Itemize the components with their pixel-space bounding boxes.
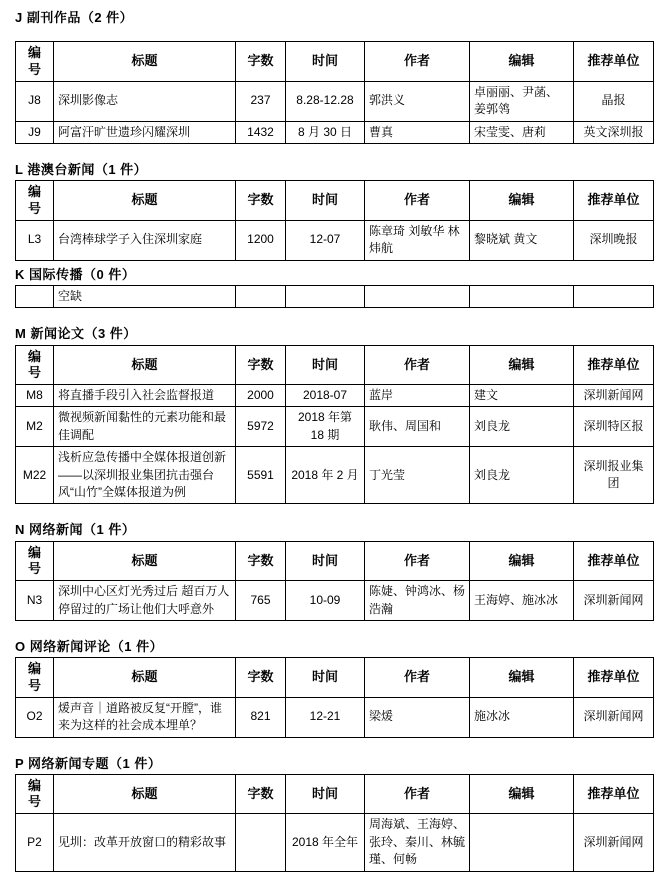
table-row [16, 697, 654, 737]
cell-author: 耿伟、周国和 [365, 407, 470, 447]
column-header-time: 时间 [286, 345, 365, 385]
cell-editor [470, 285, 574, 307]
cell-time: 8.28-12.28 [286, 81, 365, 121]
table-header-row [16, 181, 654, 221]
cell-words: 5972 [236, 407, 286, 447]
table-header-row [16, 42, 654, 82]
section-heading-P: P 网络新闻专题（1 件） [15, 755, 162, 771]
cell-author: 周海斌、王海婷、张玲、秦川、林毓瑾、何畅 [365, 814, 470, 871]
cell-title: 空缺 [54, 285, 236, 307]
section-heading-J: J 副刊作品（2 件） [15, 10, 134, 25]
cell-unit: 深圳新闻网 [574, 814, 654, 871]
column-header-id: 编号 [16, 181, 54, 221]
cell-words: 2000 [236, 385, 286, 407]
cell-editor: 建文 [470, 385, 574, 407]
cell-title: 煖声音｜道路被反复“开膛”，谁来为这样的社会成本埋单？ [54, 697, 236, 737]
column-header-words: 字数 [236, 181, 286, 221]
cell-editor: 刘良龙 [470, 407, 574, 447]
table-row [16, 81, 654, 121]
table-row [16, 385, 654, 407]
cell-words: 237 [236, 81, 286, 121]
column-header-unit: 推荐单位 [574, 541, 654, 581]
section-heading-N: N 网络新闻（1 件） [15, 522, 136, 538]
section-heading-O: O 网络新闻评论（1 件） [15, 638, 164, 654]
column-header-author: 作者 [365, 42, 470, 82]
cell-words: 821 [236, 697, 286, 737]
column-header-author: 作者 [365, 541, 470, 581]
cell-title: 微视频新闻黏性的元素功能和最佳调配 [54, 407, 236, 447]
column-header-unit: 推荐单位 [574, 42, 654, 82]
table-header-row [16, 774, 654, 814]
cell-title: 见圳：改革开放窗口的精彩故事 [54, 814, 236, 871]
cell-unit: 晶报 [574, 81, 654, 121]
table-row [16, 121, 654, 143]
column-header-time: 时间 [286, 541, 365, 581]
cell-id: J9 [16, 121, 54, 143]
cell-unit: 深圳新闻网 [574, 581, 654, 621]
column-header-id: 编号 [16, 774, 54, 814]
cell-author: 丁光莹 [365, 447, 470, 504]
column-header-words: 字数 [236, 774, 286, 814]
cell-id: M2 [16, 407, 54, 447]
column-header-time: 时间 [286, 658, 365, 698]
cell-time: 8 月 30 日 [286, 121, 365, 143]
table-row [16, 220, 654, 260]
column-header-editor: 编辑 [470, 774, 574, 814]
cell-unit: 英文深圳报 [574, 121, 654, 143]
cell-title: 将直播手段引入社会监督报道 [54, 385, 236, 407]
cell-unit: 深圳新闻网 [574, 697, 654, 737]
column-header-author: 作者 [365, 181, 470, 221]
section-heading-M: M 新闻论文（3 件） [15, 326, 137, 342]
cell-id: J8 [16, 81, 54, 121]
cell-id: N3 [16, 581, 54, 621]
cell-time: 12-21 [286, 697, 365, 737]
works-table-N [15, 541, 654, 621]
column-header-title: 标题 [54, 345, 236, 385]
section-heading-K: K 国际传播（0 件） [15, 266, 136, 282]
cell-time [286, 285, 365, 307]
cell-time: 2018 年 2 月 [286, 447, 365, 504]
cell-id: M22 [16, 447, 54, 504]
column-header-editor: 编辑 [470, 658, 574, 698]
column-header-title: 标题 [54, 658, 236, 698]
column-header-id: 编号 [16, 658, 54, 698]
cell-id: M8 [16, 385, 54, 407]
column-header-title: 标题 [54, 774, 236, 814]
cell-title: 台湾棒球学子入住深圳家庭 [54, 220, 236, 260]
cell-editor [470, 814, 574, 871]
column-header-author: 作者 [365, 658, 470, 698]
cell-time: 10-09 [286, 581, 365, 621]
column-header-words: 字数 [236, 42, 286, 82]
cell-unit: 深圳特区报 [574, 407, 654, 447]
cell-time: 12-07 [286, 220, 365, 260]
column-header-editor: 编辑 [470, 42, 574, 82]
cell-title: 阿富汗旷世遗珍闪耀深圳 [54, 121, 236, 143]
column-header-editor: 编辑 [470, 181, 574, 221]
cell-time: 2018 年全年 [286, 814, 365, 871]
cell-words [236, 285, 286, 307]
cell-editor: 黎晓斌 黄文 [470, 220, 574, 260]
cell-author [365, 285, 470, 307]
table-row [16, 814, 654, 871]
works-table-J [15, 41, 654, 144]
cell-time: 2018 年第 18 期 [286, 407, 365, 447]
table-header-row [16, 658, 654, 698]
cell-author: 陈章琦 刘敏华 林炜航 [365, 220, 470, 260]
column-header-time: 时间 [286, 774, 365, 814]
column-header-editor: 编辑 [470, 345, 574, 385]
column-header-editor: 编辑 [470, 541, 574, 581]
works-table-P [15, 774, 654, 872]
table-header-row [16, 541, 654, 581]
column-header-time: 时间 [286, 181, 365, 221]
cell-unit [574, 285, 654, 307]
cell-author: 梁煖 [365, 697, 470, 737]
column-header-title: 标题 [54, 181, 236, 221]
cell-author: 曹真 [365, 121, 470, 143]
cell-editor: 宋莹雯、唐莉 [470, 121, 574, 143]
column-header-words: 字数 [236, 658, 286, 698]
column-header-words: 字数 [236, 345, 286, 385]
works-table-K [15, 285, 654, 308]
cell-editor: 施冰冰 [470, 697, 574, 737]
cell-author: 陈婕、钟鸿冰、杨浩瀚 [365, 581, 470, 621]
table-header-row [16, 345, 654, 385]
column-header-author: 作者 [365, 774, 470, 814]
column-header-title: 标题 [54, 42, 236, 82]
column-header-unit: 推荐单位 [574, 181, 654, 221]
column-header-unit: 推荐单位 [574, 658, 654, 698]
column-header-author: 作者 [365, 345, 470, 385]
column-header-unit: 推荐单位 [574, 774, 654, 814]
cell-id: L3 [16, 220, 54, 260]
cell-words [236, 814, 286, 871]
table-row [16, 285, 654, 307]
cell-words: 1200 [236, 220, 286, 260]
works-table-M [15, 345, 654, 505]
works-table-O [15, 657, 654, 737]
cell-words: 765 [236, 581, 286, 621]
cell-id: P2 [16, 814, 54, 871]
table-row [16, 407, 654, 447]
column-header-title: 标题 [54, 541, 236, 581]
cell-author: 蓝岸 [365, 385, 470, 407]
column-header-time: 时间 [286, 42, 365, 82]
cell-editor: 刘良龙 [470, 447, 574, 504]
cell-author: 郭洪义 [365, 81, 470, 121]
column-header-unit: 推荐单位 [574, 345, 654, 385]
cell-editor: 王海婷、施冰冰 [470, 581, 574, 621]
cell-editor: 卓丽丽、尹菡、姜郭鸰 [470, 81, 574, 121]
works-table-L [15, 180, 654, 260]
cell-title: 深圳中心区灯光秀过后 超百万人停留过的广场让他们大呼意外 [54, 581, 236, 621]
cell-words: 5591 [236, 447, 286, 504]
column-header-id: 编号 [16, 345, 54, 385]
cell-time: 2018-07 [286, 385, 365, 407]
column-header-id: 编号 [16, 541, 54, 581]
cell-id: O2 [16, 697, 54, 737]
table-row [16, 581, 654, 621]
cell-unit: 深圳晚报 [574, 220, 654, 260]
cell-unit: 深圳报业集团 [574, 447, 654, 504]
cell-id [16, 285, 54, 307]
cell-unit: 深圳新闻网 [574, 385, 654, 407]
section-heading-L: L 港澳台新闻（1 件） [15, 161, 148, 177]
table-row [16, 447, 654, 504]
cell-title: 浅析应急传播中全媒体报道创新 ——以深圳报业集团抗击强台风“山竹”全媒体报道为例 [54, 447, 236, 504]
cell-title: 深圳影像志 [54, 81, 236, 121]
column-header-words: 字数 [236, 541, 286, 581]
column-header-id: 编号 [16, 42, 54, 82]
cell-words: 1432 [236, 121, 286, 143]
